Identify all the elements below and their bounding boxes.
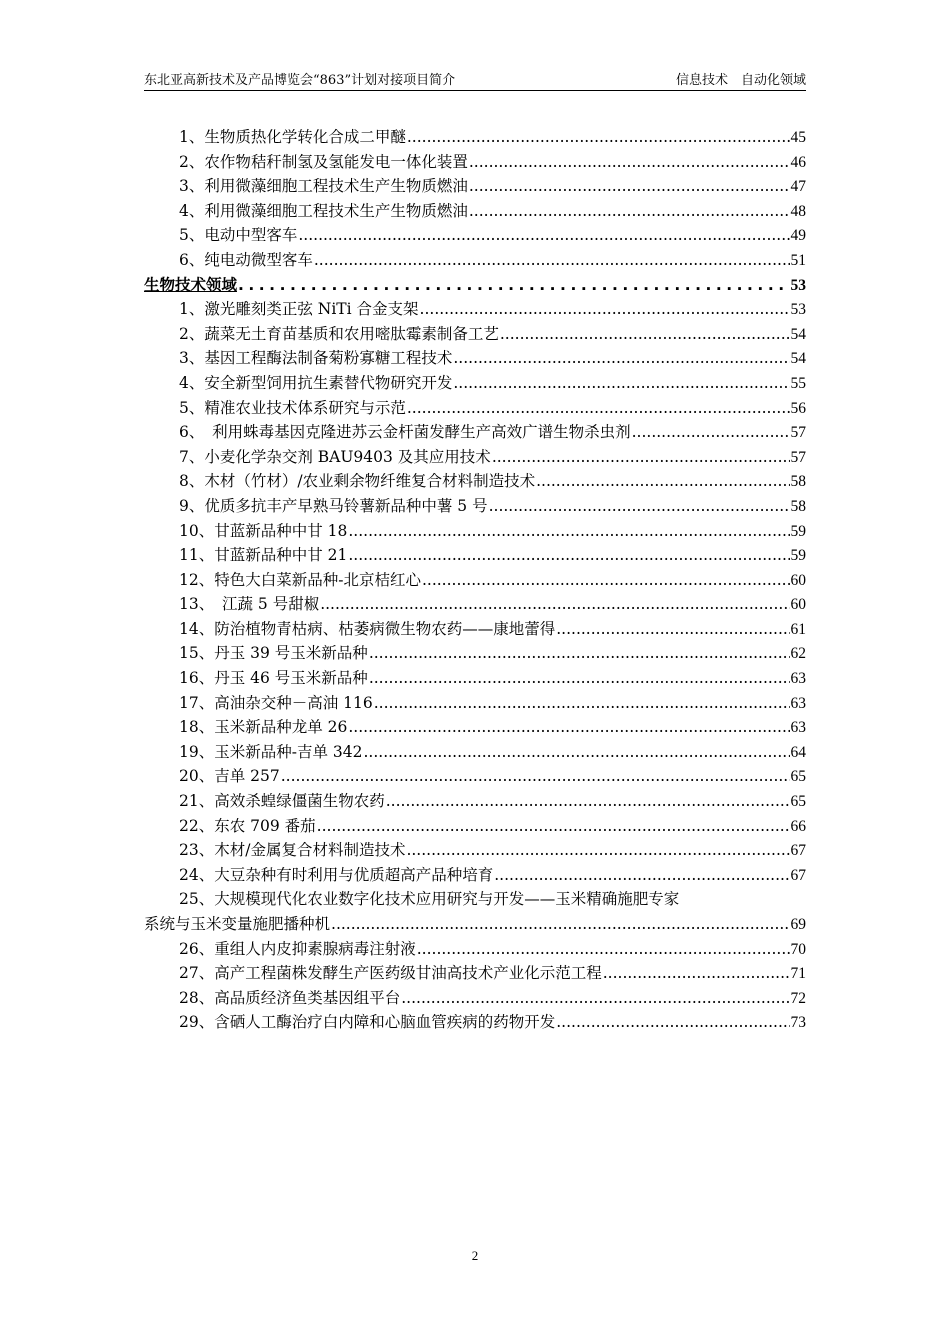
toc-entry-page: 54 [790,325,806,343]
toc-entry-page: 61 [790,620,806,638]
toc-group-energy [144,125,806,273]
toc-section-heading[interactable] [144,273,806,298]
page-header [144,66,806,91]
toc-dot-leader [494,866,789,884]
toc-entry-title: 16、丹玉 46 号玉米新品种 [179,669,368,688]
toc-dot-leader [331,915,789,933]
toc-entry[interactable] [144,150,806,175]
toc-entry[interactable] [144,641,806,666]
toc-entry[interactable] [144,346,806,371]
toc-entry-title: 23、木材/金属复合材料制造技术 [179,841,406,860]
toc-entry-title: 20、吉单 257 [179,767,280,786]
toc-entry-page: 66 [790,817,806,835]
toc-entry[interactable] [144,223,806,248]
toc-entry-page: 56 [790,399,806,417]
toc-entry-page: 65 [790,793,806,811]
toc-entry[interactable] [144,789,806,814]
toc-dot-leader [500,325,790,343]
toc-entry-page: 59 [790,522,806,540]
toc-section-title: 生物技术领域 [144,275,238,294]
toc-entry[interactable] [144,568,806,593]
toc-entry-title: 18、玉米新品种龙单 26 [179,718,348,737]
toc-entry[interactable] [144,543,806,568]
toc-dot-leader [556,1013,789,1031]
toc-dot-leader [469,177,790,195]
toc-entry-title: 22、东农 709 番茄 [179,816,316,835]
toc-entry-title: 28、高品质经济鱼类基因组平台 [179,988,401,1007]
toc-entry[interactable] [144,174,806,199]
toc-dot-leader [298,226,789,244]
toc-dot-leader [386,792,790,810]
page-number: 2 [471,1248,479,1263]
toc-dot-leader [363,743,789,761]
toc-entry-page: 67 [790,842,806,860]
toc-entry-title: 29、含硒人工酶治疗白内障和心脑血管疾病的药物开发 [179,1013,556,1032]
toc-dot-leader [314,251,790,269]
toc-entry-title: 19、玉米新品种-吉单 342 [179,742,363,761]
toc-entry[interactable] [144,814,806,839]
toc-entry-page: 70 [790,940,806,958]
toc-entry[interactable] [144,371,806,396]
toc-entry-title: 6、纯电动微型客车 [179,250,313,269]
toc-entry-title: 24、大豆杂种有时利用与优质超高产品种培育 [179,865,494,884]
toc-dot-leader [422,571,790,589]
toc-entry-title: 2、农作物秸秆制氢及氢能发电一体化装置 [179,152,468,171]
toc-dot-leader [420,300,790,318]
toc-entry[interactable] [144,740,806,765]
toc-entry-page: 62 [790,645,806,663]
toc-entry-page: 58 [790,497,806,515]
toc-entry-page: 71 [790,965,806,983]
toc-dot-leader [603,964,790,982]
toc-entry[interactable] [144,838,806,863]
toc-dot-leader [348,546,789,564]
toc-entry-page: 59 [790,547,806,565]
toc-entry[interactable] [144,125,806,150]
toc-entry-page: 72 [790,989,806,1007]
toc-entry-page: 64 [790,743,806,761]
toc-dot-leader [407,128,790,146]
toc-entry-title: 8、木材（竹材）/农业剩余物纤维复合材料制造技术 [179,472,536,491]
toc-entry[interactable] [144,199,806,224]
toc-entry-title: 1、生物质热化学转化合成二甲醚 [179,128,406,146]
toc-dot-leader [401,989,789,1007]
toc-entry-page: 46 [790,153,806,171]
toc-entry-title: 7、小麦化学杂交剂 BAU9403 及其应用技术 [179,447,491,466]
toc-dot-leader [556,620,789,638]
toc-dot-leader [417,940,790,958]
toc-dot-leader [281,767,790,785]
toc-entry[interactable] [144,445,806,470]
toc-entry-page: 58 [790,473,806,491]
toc-entry[interactable] [144,519,806,544]
toc-entry-title: 6、 利用蛛毒基因克隆进苏云金杆菌发酵生产高效广谱生物杀虫剂 [179,423,631,442]
toc-group-biotech [144,297,806,887]
toc-entry-title: 17、高油杂交种－高油 116 [179,693,373,712]
toc-dot-leader [406,841,789,859]
header-right-title: 信息技术 自动化领域 [675,73,806,88]
toc-entry-page: 63 [790,694,806,712]
toc-entry-title: 5、电动中型客车 [179,226,298,245]
toc-dot-leader [369,644,790,662]
toc-entry-page: 73 [790,1014,806,1032]
toc-dot-leader [453,374,789,392]
toc-entry-page: 69 [790,916,806,933]
toc-entry[interactable] [144,863,806,888]
toc-dot-leader [407,399,790,417]
toc-entry-page: 53 [790,301,806,319]
toc-entry[interactable] [144,715,806,740]
toc-entry[interactable] [144,764,806,789]
toc-entry[interactable] [144,961,806,986]
toc-dot-leader [492,448,790,466]
toc-entry[interactable] [144,937,806,962]
toc-entry-title: 4、安全新型饲用抗生素替代物研究开发 [179,373,453,392]
table-of-contents [144,125,806,1035]
toc-entry-page: 67 [790,866,806,884]
toc-entry-title: 15、丹玉 39 号玉米新品种 [179,644,368,663]
toc-entry-page: 54 [790,350,806,368]
toc-entry-page: 49 [790,227,806,245]
toc-entry-title: 27、高产工程菌株发酵生产医药级甘油高技术产业化示范工程 [179,964,602,983]
toc-entry-page: 65 [790,768,806,786]
toc-dot-leader [469,153,790,171]
toc-entry-title: 4、利用微藻细胞工程技术生产生物质燃油 [179,201,468,220]
toc-entry-title: 11、甘蓝新品种中甘 21 [179,546,348,565]
toc-dot-leader [536,472,789,490]
toc-entry-title: 21、高效杀蝗绿僵菌生物农药 [179,792,385,811]
toc-entry[interactable] [144,617,806,642]
toc-entry[interactable] [144,592,806,617]
toc-dot-leader [453,349,789,367]
toc-entry-page: 63 [790,719,806,737]
toc-entry-title: 13、 江蔬 5 号甜椒 [179,595,320,614]
toc-dot-leader [320,595,789,613]
toc-entry-title: 系统与玉米变量施肥播种机 [144,915,331,933]
toc-entry-title: 14、防治植物青枯病、枯萎病微生物农药——康地蕾得 [179,619,556,638]
toc-entry-title: 10、甘蓝新品种中甘 18 [179,521,348,540]
toc-entry-title: 1、激光雕刻类正弦 NiTi 合金支架 [179,300,419,319]
toc-entry[interactable] [144,420,806,445]
toc-entry[interactable] [144,297,806,322]
toc-entry-title: 9、优质多抗丰产早熟马铃薯新品种中薯 5 号 [179,496,488,515]
toc-dot-leader [469,202,790,220]
toc-dot-leader [348,718,789,736]
toc-entry[interactable] [144,248,806,273]
toc-dot-leader [369,669,790,687]
toc-section-page: 53 [790,276,806,294]
toc-dot-leader [489,497,790,515]
toc-entry[interactable] [144,469,806,494]
toc-entry-page: 57 [790,448,806,466]
toc-entry-page: 57 [790,424,806,442]
toc-dot-leader [348,522,789,540]
toc-entry-page: 48 [790,202,806,220]
toc-entry-page: 60 [790,596,806,614]
toc-entry-page: 60 [790,571,806,589]
toc-entry-page: 63 [790,670,806,688]
toc-entry[interactable] [144,322,806,347]
toc-entry-page: 45 [790,129,806,146]
toc-entry-25-line1[interactable]: 25、大规模现代化农业数字化技术应用研究与开发——玉米精确施肥专家 [179,890,680,909]
toc-entry[interactable] [144,691,806,716]
toc-entry-title: 3、基因工程酶法制备菊粉寡糖工程技术 [179,349,453,368]
toc-entry-title: 2、蔬菜无土育苗基质和农用嘧肽霉素制备工艺 [179,324,499,343]
toc-entry-page: 51 [790,251,806,269]
toc-entry-title: 26、重组人内皮抑素腺病毒注射液 [179,939,416,958]
toc-dot-leader [632,423,790,441]
header-left-title: 东北亚高新技术及产品博览会“863”计划对接项目简介 [144,73,456,88]
toc-entry-page: 55 [790,374,806,392]
toc-entry-page: 47 [790,178,806,196]
toc-group-biotech-cont [144,937,806,1035]
toc-dot-leader [374,694,790,712]
toc-entry-title: 12、特色大白菜新品种-北京桔红心 [179,570,421,589]
toc-entry[interactable] [144,666,806,691]
toc-entry-title: 3、利用微藻细胞工程技术生产生物质燃油 [179,177,468,196]
toc-entry[interactable] [144,396,806,421]
toc-entry-25-line2[interactable] [144,912,806,937]
toc-entry[interactable] [144,494,806,519]
toc-entry[interactable] [144,986,806,1011]
toc-dot-leader [317,817,790,835]
toc-entry[interactable] [144,1010,806,1035]
toc-entry-title: 5、精准农业技术体系研究与示范 [179,398,406,417]
toc-dot-leader [238,276,789,294]
